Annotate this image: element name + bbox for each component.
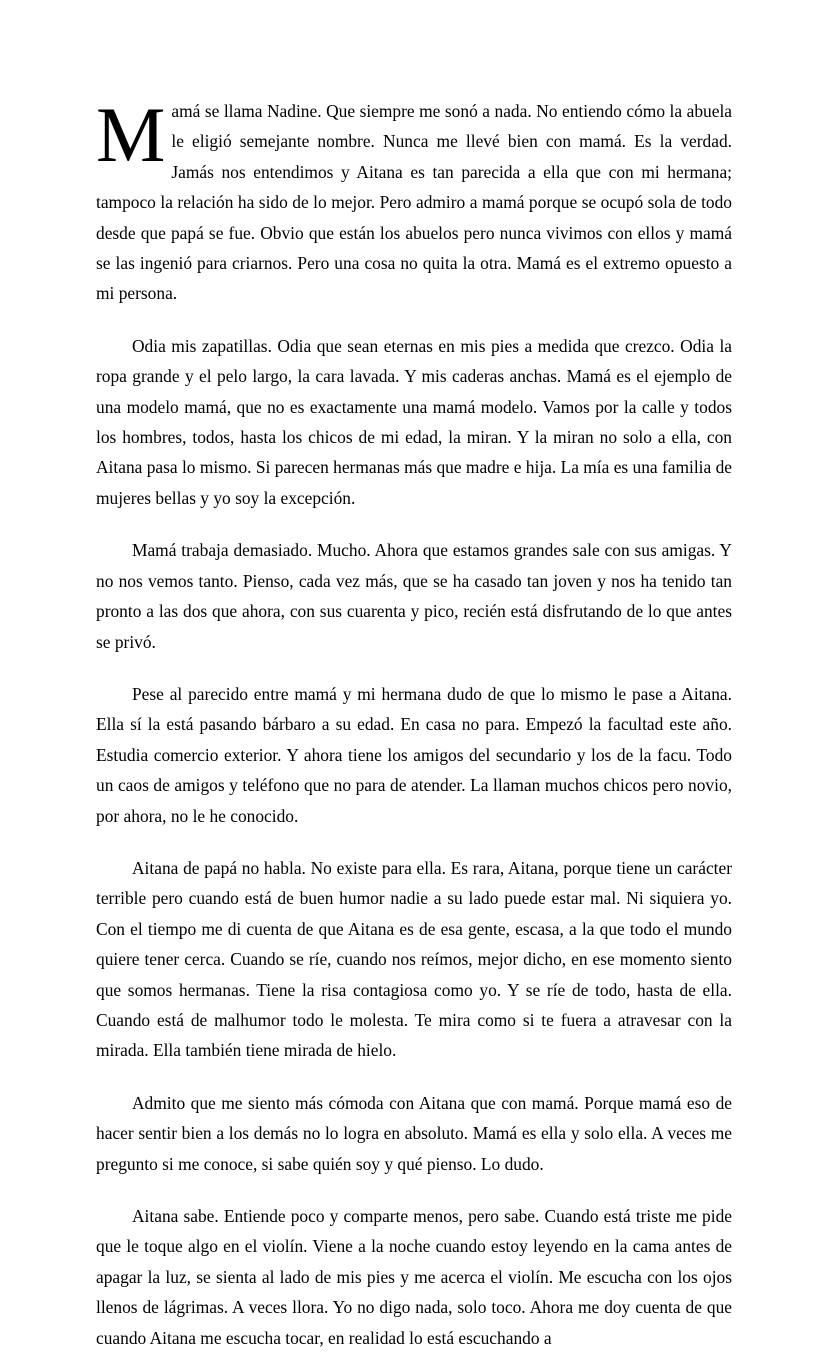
- paragraph-1: [96, 91, 732, 309]
- paragraph-2: Odia mis zapatillas. Odia que sean eternas en mis pies a medida que crezco. Odia la ropa grande y el pelo largo, la cara lavada. Y mis caderas anchas. Mamá es el ejemplo de una modelo mamá, que no es exactamente una mamá modelo. Vamos por la calle y todos los hombres, todos, hasta los chicos de mi edad, la miran. Y la miran no solo a ella, con Aitana pasa lo mismo. Si parecen hermanas más que madre e hija. La mía es una familia de mujeres bellas y yo soy la excepción.: [96, 335, 732, 508]
- paragraph-4: Pese al parecido entre mamá y mi hermana dudo de que lo mismo le pase a Aitana. Ella sí la está pasando bárbaro a su edad. En casa no para. Empezó la facultad este año. Estudia comercio exterior. Y ahora tiene los amigos del secundario y los de la facu. Todo un caos de amigos y teléfono que no para de atender. La llaman muchos chicos pero novio, por ahora, no le he conocido.: [96, 683, 732, 826]
- paragraph-1-text: amá se llama Nadine. Que siempre me sonó a nada. No entiendo cómo la abuela le eligió semejante nombre. Nunca me llevé bien con mamá. Es la verdad. Jamás nos entendimos y Aitana es tan parecida a ella que con mi hermana; tampoco la relación ha sido de lo mejor. Pero admiro a mamá porque se ocupó sola de todo desde que papá se fue. Obvio que están los abuelos pero nunca vivimos con ellos y mamá se las ingenió para criarnos. Pero una cosa no quita la otra. Mamá es el extremo opuesto a mi persona.: [96, 101, 732, 304]
- paragraph-5: Aitana de papá no habla. No existe para ella. Es rara, Aitana, porque tiene un carácter terrible pero cuando está de buen humor nadie a su lado puede estar mal. Ni siquiera yo. Con el tiempo me di cuenta de que Aitana es de esa gente, escasa, a la que todo el mundo quiere tener cerca. Cuando se ríe, cuando nos reímos, mejor dicho, en ese momento siento que somos hermanas. Tiene la risa contagiosa como yo. Y se ríe de todo, hasta de ella. Cuando está de malhumor todo le molesta. Te mira como si te fuera a atravesar con la mirada. Ella también tiene mirada de hielo.: [96, 857, 732, 1061]
- paragraph-7: Aitana sabe. Entiende poco y comparte menos, pero sabe. Cuando está triste me pide que le toque algo en el violín. Viene a la noche cuando estoy leyendo en la cama antes de apagar la luz, se sienta al lado de mis pies y me acerca el violín. Me escucha con los ojos llenos de lágrimas. A veces llora. Yo no digo nada, solo toco. Ahora me doy cuenta de que cuando Aitana me escucha tocar, en realidad lo está escuchando a: [96, 1206, 732, 1348]
- text-column: [96, 91, 732, 1353]
- paragraph-3: Mamá trabaja demasiado. Mucho. Ahora que estamos grandes sale con sus amigas. Y no nos vemos tanto. Pienso, cada vez más, que se ha casado tan joven y nos ha tenido tan pronto a las dos que ahora, con sus cuarenta y pico, recién está disfrutando de lo que antes se privó.: [96, 540, 732, 652]
- paragraph-6: Admito que me siento más cómoda con Aitana que con mamá. Porque mamá eso de hacer sentir bien a los demás no lo logra en absoluto. Mamá es ella y solo ella. A veces me pregunto si me conoce, si sabe quién soy y qué pienso. Lo dudo.: [96, 1092, 732, 1174]
- drop-cap: M: [96, 91, 166, 178]
